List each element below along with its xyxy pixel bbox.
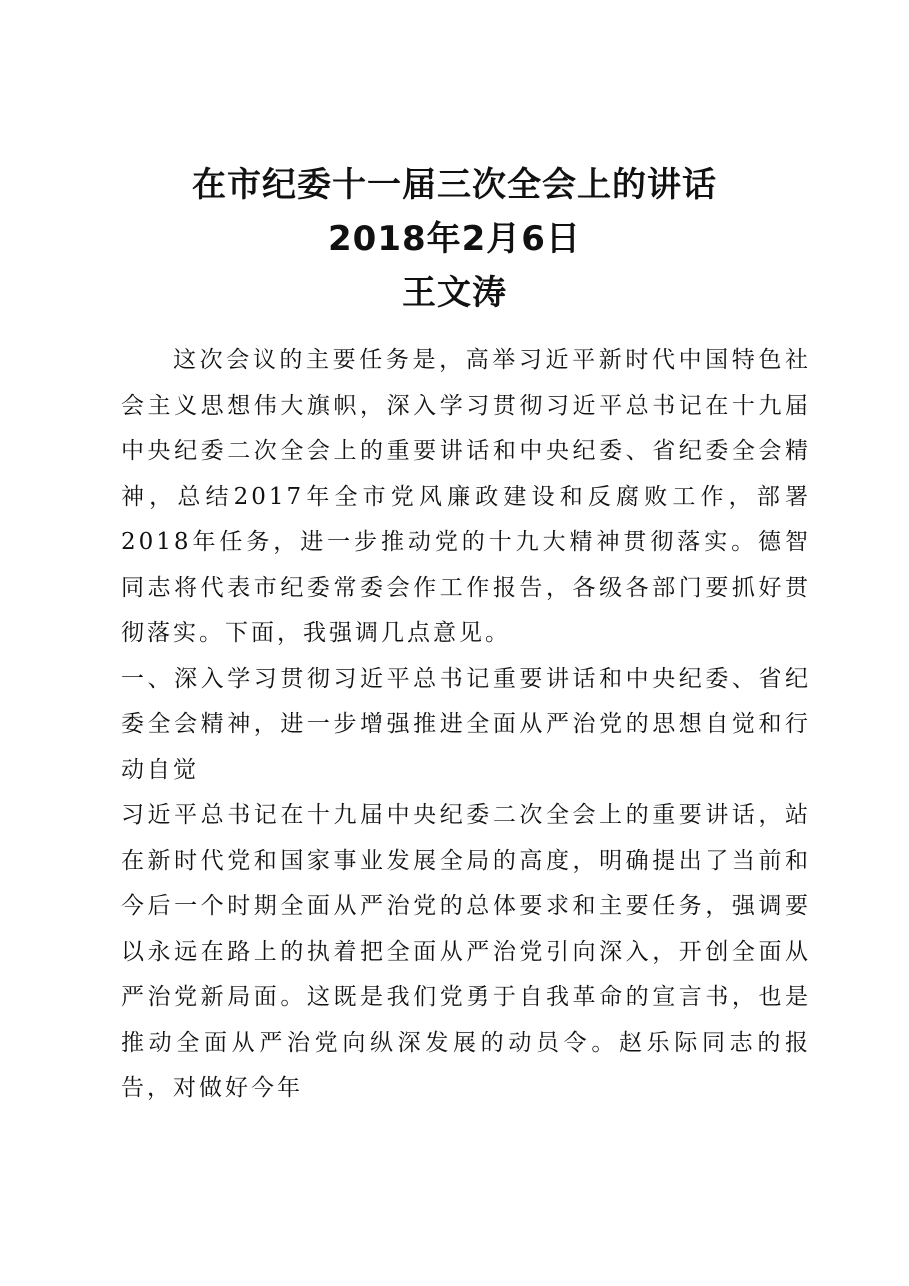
document-author: 王文涛 bbox=[402, 273, 507, 313]
document-date: 2018年2月6日 bbox=[328, 219, 581, 259]
document-title: 在市纪委十一届三次全会上的讲话 bbox=[192, 165, 717, 205]
paragraph-intro: 这次会议的主要任务是，高举习近平新时代中国特色社会主义思想伟大旗帜，深入学习贯彻习近平总书记在十九届中央纪委二次全会上的重要讲话和中央纪委、省纪委全会精神，总结2017年全市党风廉政建设和反腐败工作，部署2018年任务，进一步推动党的十九大精神贯彻落实。德智同志将代表市纪委常委会作工作报告，各级各部门要抓好贯彻落实。下面，我强调几点意见。 bbox=[121, 347, 811, 646]
section-heading-1: 一、深入学习贯彻习近平总书记重要讲话和中央纪委、省纪委全会精神，进一步增强推进全面从严治党的思想自觉和行动自觉 bbox=[121, 665, 811, 783]
title-block bbox=[0, 158, 909, 320]
paragraph-section-1: 习近平总书记在十九届中央纪委二次全会上的重要讲话，站在新时代党和国家事业发展全局的高度，明确提出了当前和今后一个时期全面从严治党的总体要求和主要任务，强调要以永远在路上的执着把全面从严治党引向深入，开创全面从严治党新局面。这既是我们党勇于自我革命的宣言书，也是推动全面从严治党向纵深发展的动员令。赵乐际同志的报告，对做好今年 bbox=[121, 802, 811, 1101]
document-body bbox=[121, 338, 811, 1112]
